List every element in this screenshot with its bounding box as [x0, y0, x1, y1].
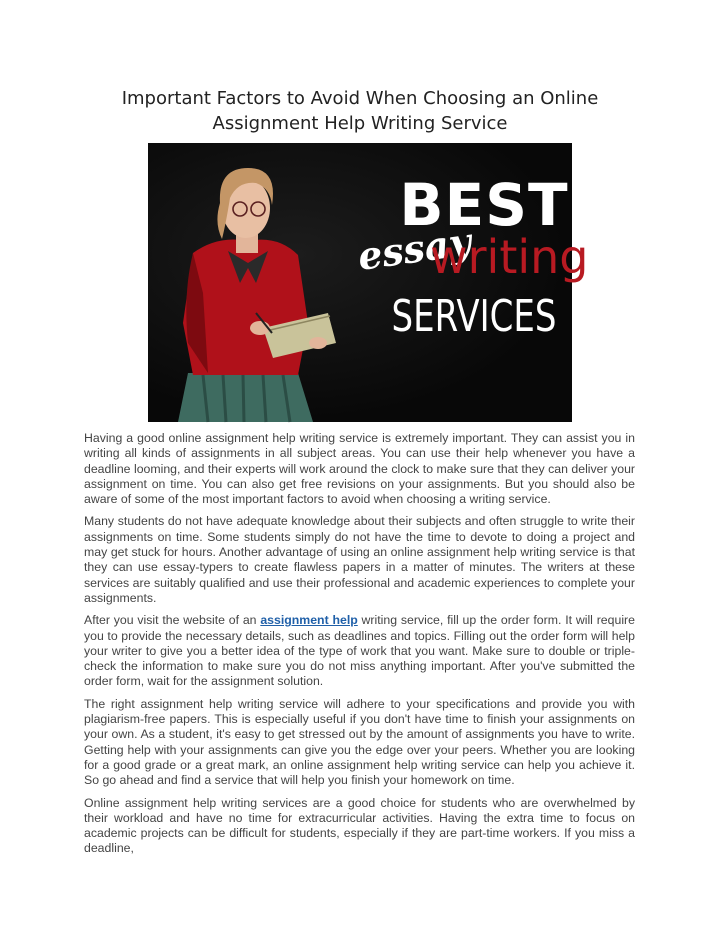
paragraph-4: The right assignment help writing service will adhere to your specifications and provide you with plagiarism-free papers. This is especially useful if you don't have time to finish your assignments on your own. As a student, it's easy to get stressed out by the amount of assignments you have to write. Getting help with your assignments can give you the edge over your peers. Whether you are looking for a good grade or a great mark, an online assignment help writing service can help you achieve it. So go ahead and find a service that will help you finish your homework on time.	[84, 696, 635, 788]
paragraph-3	[84, 613, 635, 689]
hero-illustration	[148, 143, 589, 422]
page-title: Important Factors to Avoid When Choosing an Online Assignment Help Writing Service	[121, 88, 599, 134]
paragraph-3-end: writing service, fill up the order form. It will require you to provide the necessary details, such as deadlines and topics. Filling out the order form will help your writer to give you a better idea of the type of work that you want. Make sure to double or triple-check the information to make sure you do not miss anything important. After you've submitted the order form, wait for the assignment solution.	[84, 613, 635, 689]
hero-best-text: BEST	[399, 171, 569, 239]
paragraph-3-start: After you visit the website of an	[84, 613, 261, 628]
paragraph-2: Many students do not have adequate knowledge about their subjects and often struggle to write their assignments on time. Some students simply do not have the time to devote to doing a project and may get stuck for hours. Another advantage of using an online assignment help writing service is that they can use essay-typers to create flawless papers in a matter of minutes. The writers at these services are suitably qualified and use their professional and academic experiences to complete your assignments.	[84, 514, 635, 605]
paragraph-1: Having a good online assignment help writing service is extremely important. They can assist you in writing all kinds of assignments in all subject areas. You can use their help whenever you have a deadline looming, and their experts will work around the clock to make sure that they can deliver your assignment on time. You can also get free revisions on your assignments. But you should also be aware of some of the most important factors to avoid when choosing a writing service.	[84, 431, 635, 507]
article-body	[84, 431, 635, 864]
assignment-help-link[interactable]: assignment help	[260, 613, 358, 628]
hero-essay-text: essay	[354, 218, 474, 279]
paragraph-5: Online assignment help writing services are a good choice for students who are overwhelmed by their workload and have no time for extracurricular activities. Having the extra time to focus on academic projects can be difficult for students, especially if they are part-time workers. If you miss a deadline,	[84, 795, 635, 856]
hero-image	[148, 143, 589, 422]
woman-figure	[178, 168, 336, 422]
hero-writing-text: writing	[430, 230, 589, 284]
hero-services-text: SERVICES	[391, 291, 557, 342]
